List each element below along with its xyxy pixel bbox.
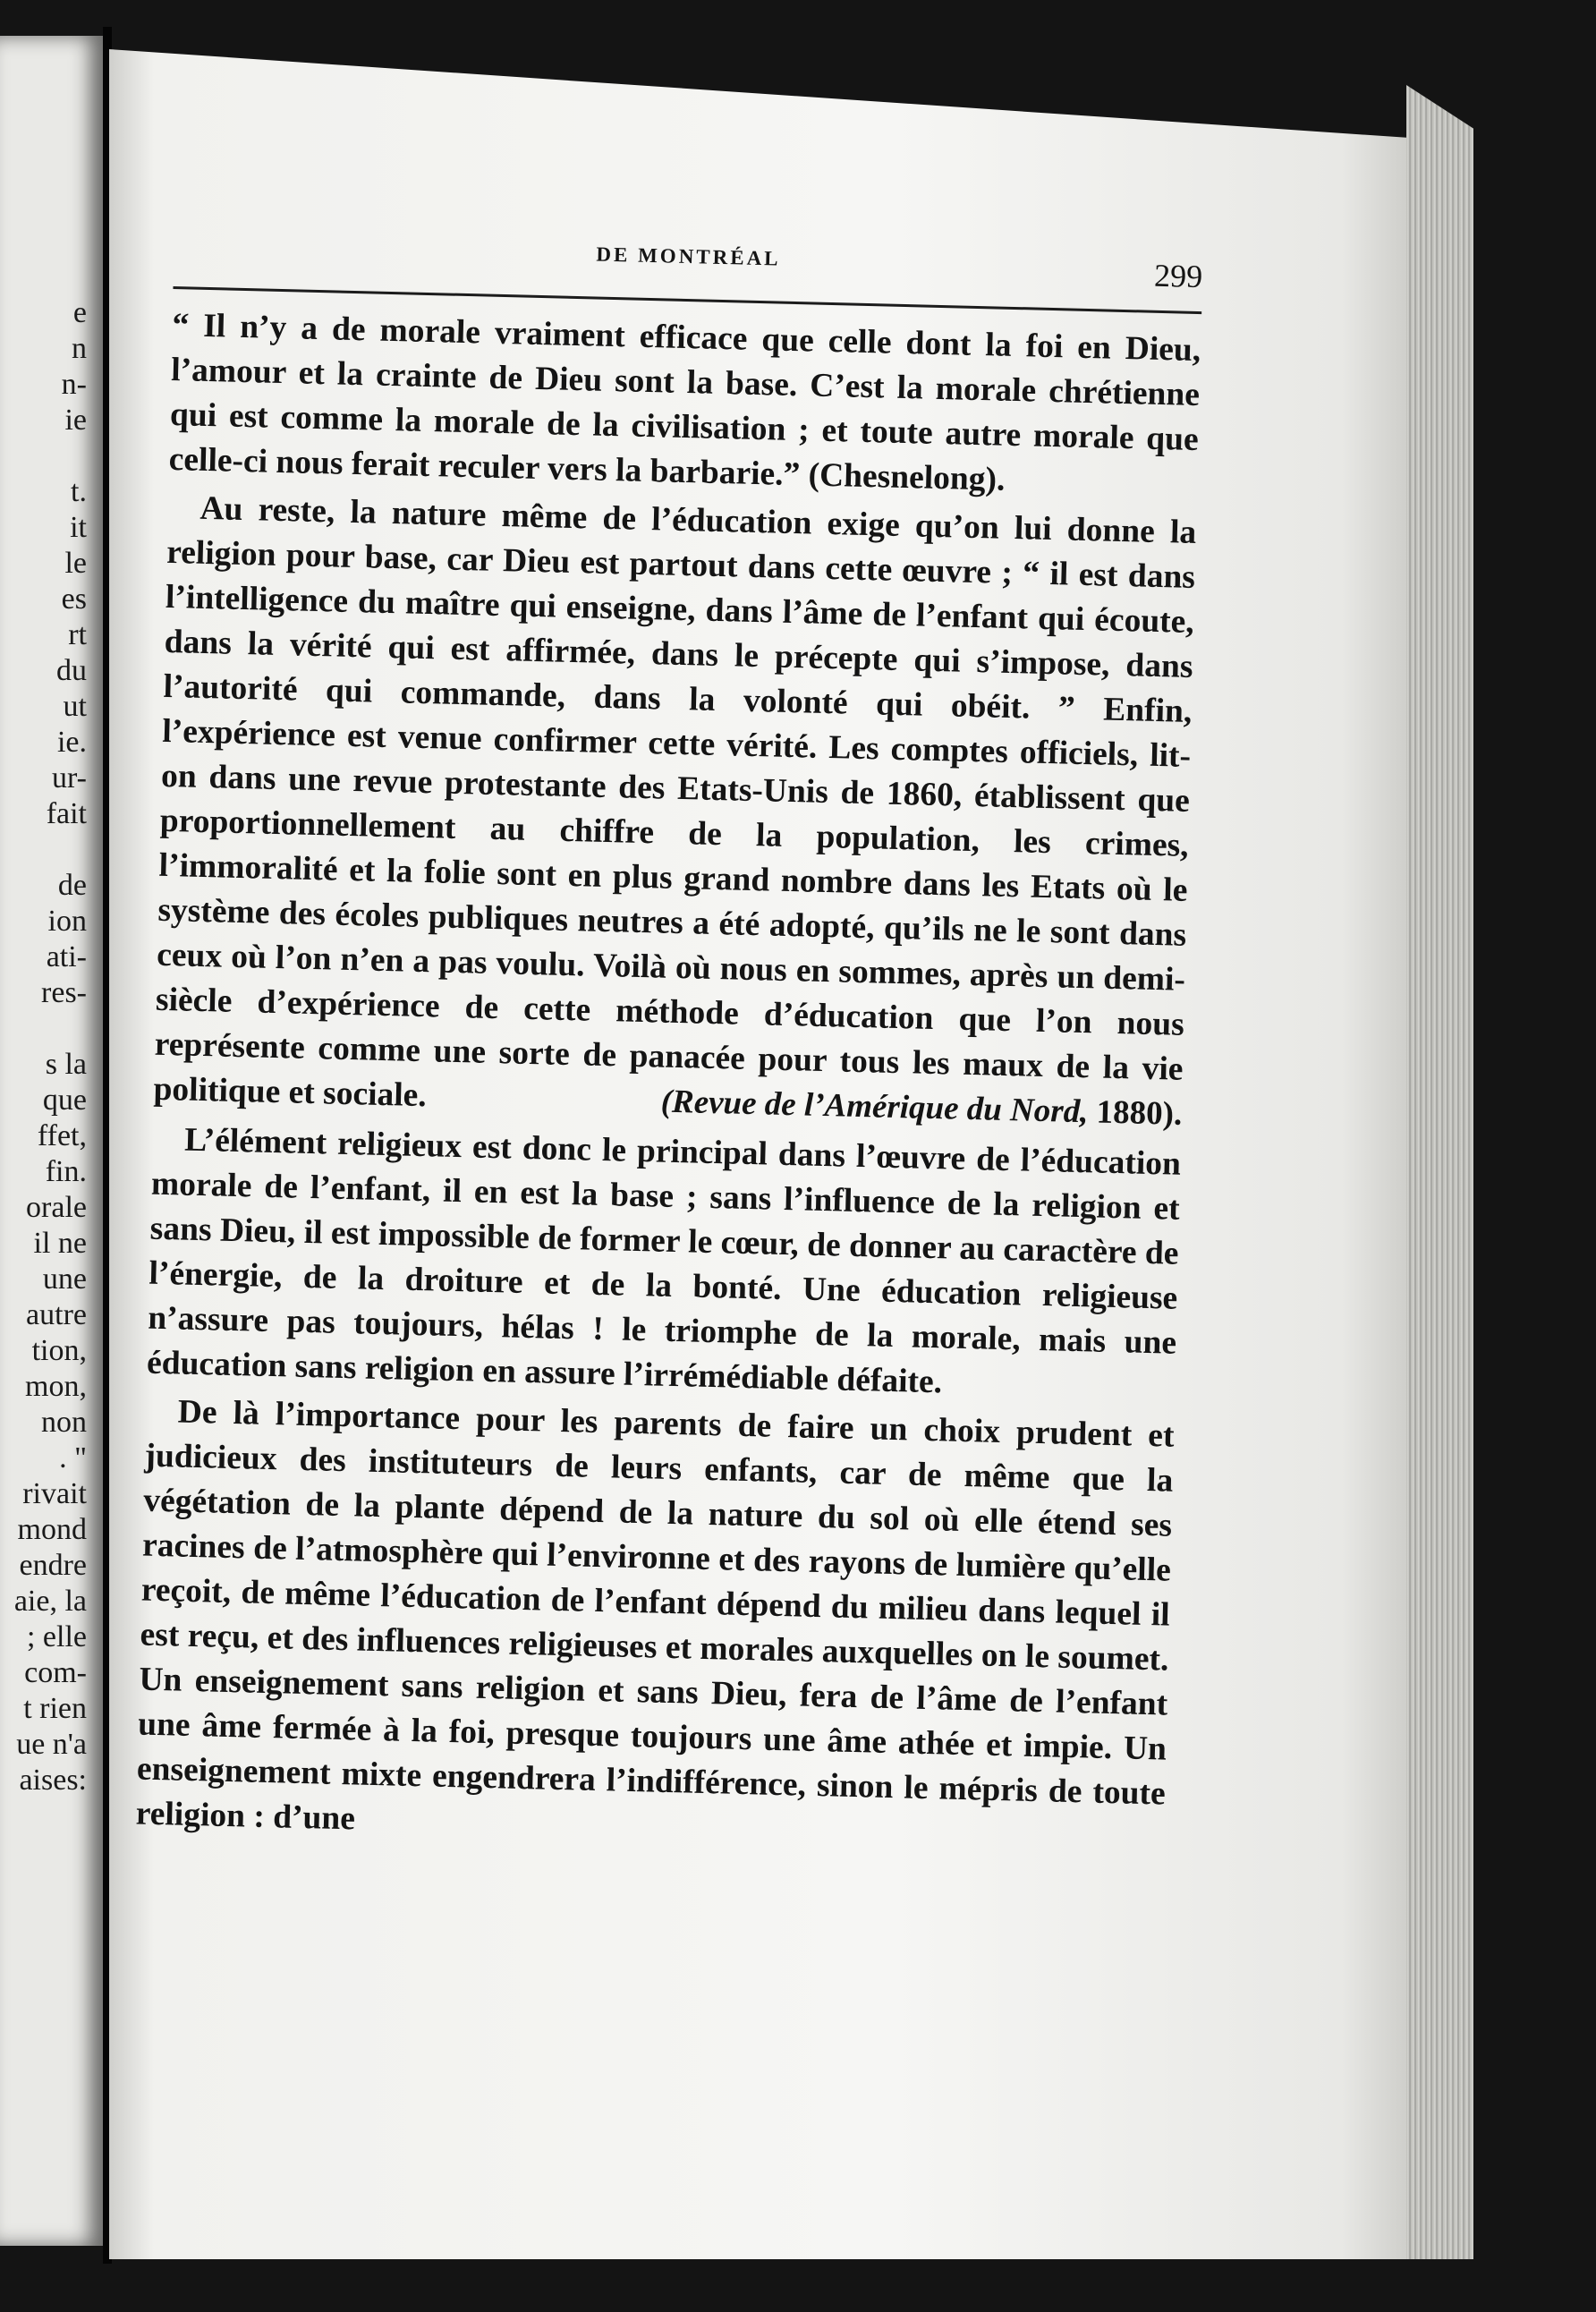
source-year: 1880). xyxy=(1087,1093,1183,1133)
paragraph-quote: “ Il n’y a de morale vraiment efficace que celle dont la foi en Dieu, l’amour et la crainte de Dieu sont la base. C’est la morale chrétienne qui est comme la morale de la civilisation ; et toute autre morale que celle-ci nous ferait reculer vers la barbarie.” (Chesnelong). xyxy=(168,306,1201,498)
paragraph-religious-element: L’élément religieux est donc le principal dans l’œuvre de l’éducation morale de l’enfant, il en est la base ; sans l’influence de la religion et sans Dieu, il est impossible de former le cœur, de donner au caractère de l’énergie, de la droiture et de la bonté. Une éducation religieuse n’assure pas toujours, hélas ! le triomphe de la morale, mais une éducation sans religion en assure l’irrémédiable défaite. xyxy=(146,1121,1182,1401)
page-edges xyxy=(1406,85,1473,2259)
left-page xyxy=(0,36,103,2246)
paragraph-nature-of-education: Au reste, la nature même de l’éducation exige qu’on lui donne la religion pour base, car Dieu est partout dans cette œuvre ; “ il est dans l’intelligence du maître qui enseigne, dans l’âme de l’enfant qui écoute, dans la vérité qui est affirmée, dans le précepte qui s’impose, dans l’autorité qui commande, dans la volonté qui obéit. ” Enfin, l’expérience est venue confirmer cette vérité. Les comptes officiels, lit-on dans une revue protestante des Etats-Unis de 1860, établissent que proportionnellement au chiffre de la population, les crimes, l’immoralité et la folie sont en plus grand nombre dans les Etats où le système des écoles publiques neutres a été adopté, qu’ils ne le sont dans ceux où l’on n’en a pas voulu. Voilà où nous en sommes, après un demi-siècle d’expérience de cette méthode d’éducation que l’on nous représente comme une sorte de panacée pour tous les maux de la vie politique et sociale. xyxy=(153,489,1197,1115)
page-content xyxy=(135,233,1202,1862)
paragraph-choice-of-teachers: De là l’importance pour les parents de faire un choix prudent et judicieux des instituteurs de leurs enfants, car de même que la végétation de la plante dépend de la nature du sol où elle étend ses racines de l’atmosphère qui l’environne et des rayons de lumière qu’elle reçoit, de même l’éducation de l’enfant dépend du milieu dans lequel il est reçu, et des influences religieuses et morales auxquelles on le soumet. Un enseignement sans religion et sans Dieu, fera de l’âme de l’enfant une âme fermée à la foi, presque toujours une âme athée et impie. Un enseignement mixte engendrera l’indifférence, sinon le mépris de toute religion : d’une xyxy=(135,1393,1175,1838)
running-head: DE MONTRÉAL xyxy=(596,242,781,270)
source-title: (Revue de l’Amérique du Nord, xyxy=(660,1083,1089,1131)
page-number: 299 xyxy=(1153,257,1203,295)
left-page-text-fragments: e n n- ie t. it le es rt du ut ie. ur- fait de ion ati- res- s la que ffet, fin. orale il ne une autre tion, mon, non . " rivait mond endre aie, la ; elle com- t rien ue n'a aises: xyxy=(13,296,87,1797)
